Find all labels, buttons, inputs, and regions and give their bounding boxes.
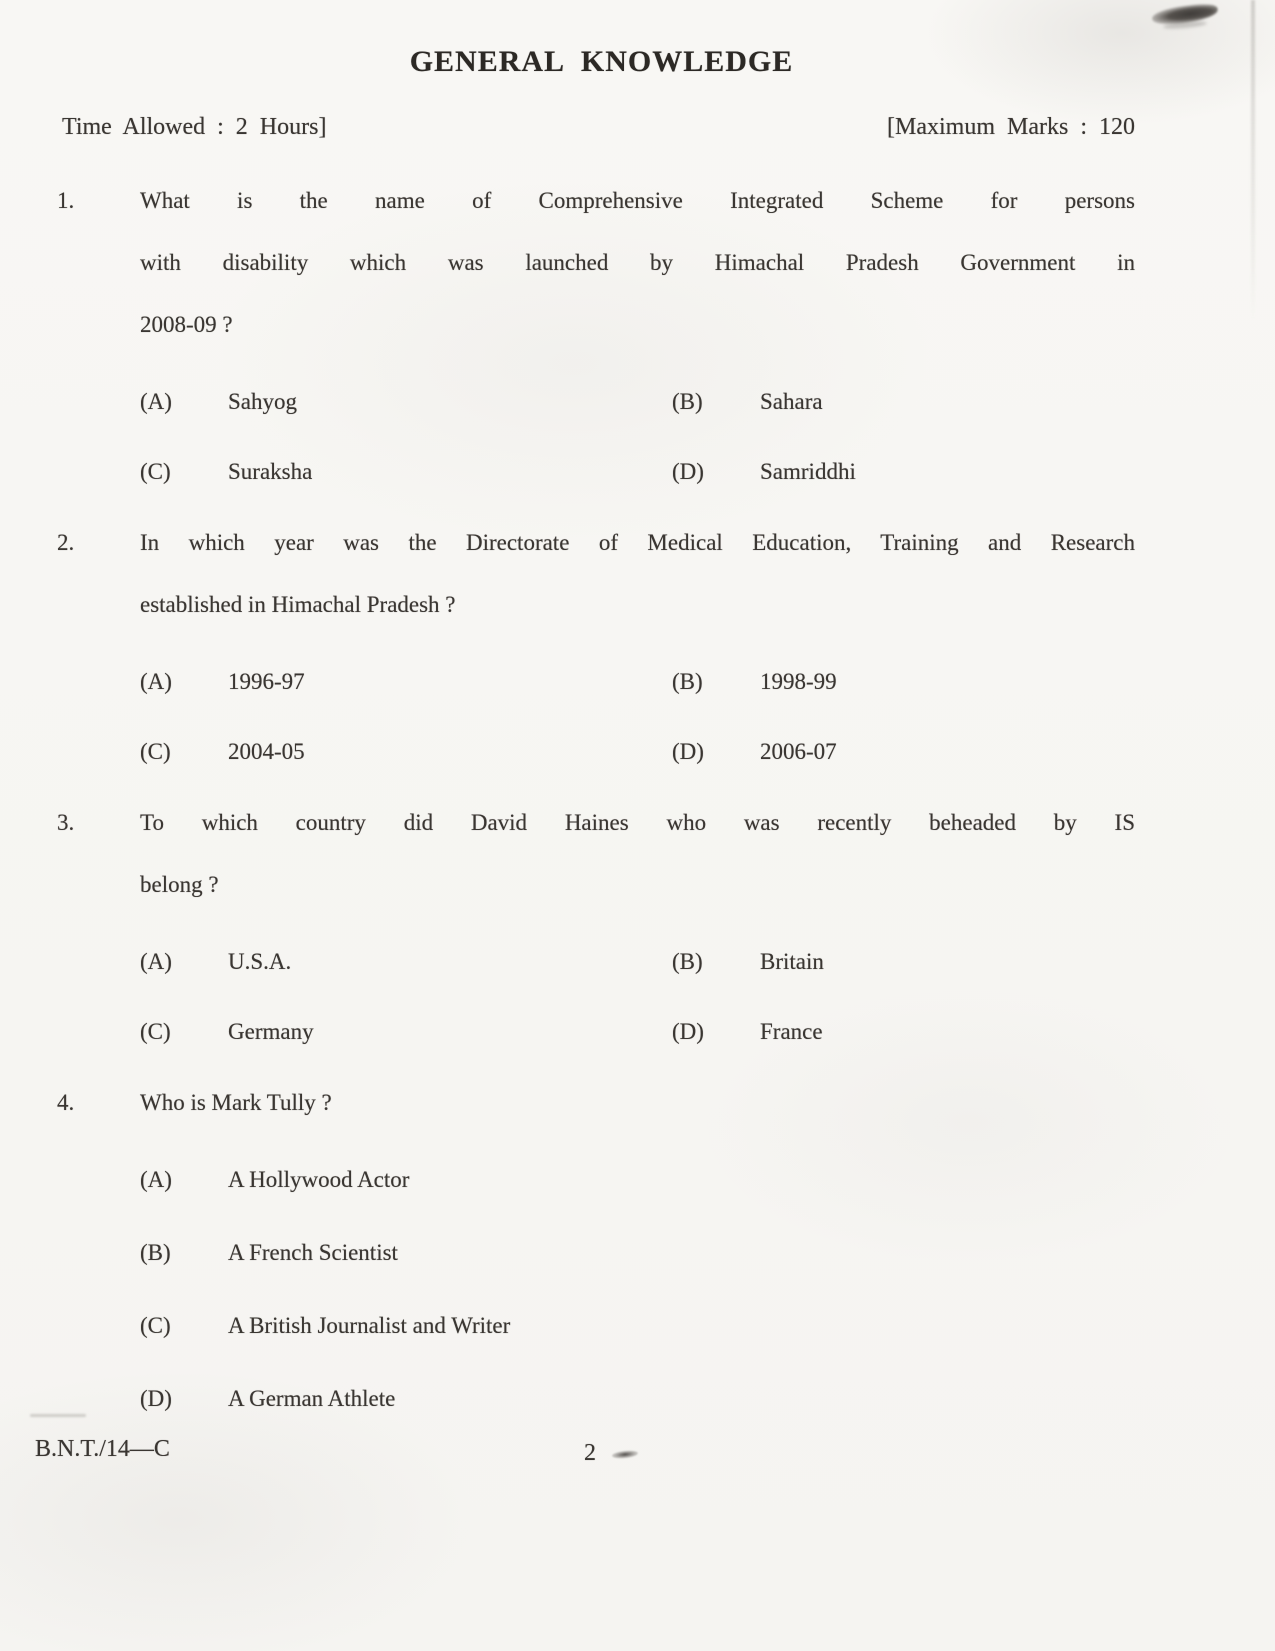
option-row — [140, 735, 1135, 768]
option-text: 1998-99 — [760, 669, 837, 694]
question-line: established in Himachal Pradesh ? — [140, 592, 456, 617]
option-label: (B) — [140, 1240, 171, 1265]
option-text: Samriddhi — [760, 459, 856, 484]
option-text: A British Journalist and Writer — [228, 1313, 511, 1338]
question-body — [140, 526, 1135, 768]
question-line: with disability which was launched by Himachal Pradesh Government in — [140, 250, 1135, 275]
question-body — [140, 184, 1135, 488]
question-line: 2008-09 ? — [140, 312, 233, 337]
question-3 — [0, 806, 1275, 1048]
option — [140, 385, 672, 418]
option-text: France — [760, 1019, 823, 1044]
question-number: 2. — [57, 530, 75, 555]
option — [140, 1015, 672, 1048]
options — [140, 1163, 1135, 1415]
question-body — [140, 1086, 1135, 1415]
option — [672, 455, 1135, 488]
footer-scan-dash — [30, 1414, 86, 1417]
option-label: (C) — [140, 1019, 171, 1044]
question-number: 3. — [57, 810, 75, 835]
options — [140, 665, 1135, 768]
option — [140, 945, 672, 978]
option-label: (B) — [672, 669, 703, 694]
option — [140, 1163, 1135, 1196]
option — [672, 385, 1135, 418]
question-text — [140, 806, 1135, 901]
option-text: Britain — [760, 949, 824, 974]
option-text: Germany — [228, 1019, 314, 1044]
option-text: A German Athlete — [228, 1386, 396, 1411]
maximum-marks-label: [Maximum Marks : 120 — [887, 114, 1135, 140]
option-label: (A) — [140, 669, 172, 694]
question-number: 1. — [57, 188, 75, 213]
option — [672, 1015, 1135, 1048]
option-row — [140, 945, 1135, 978]
option-label: (B) — [672, 949, 703, 974]
option-label: (C) — [140, 739, 171, 764]
page-edge-shade — [1251, 0, 1255, 320]
option — [140, 665, 672, 698]
option — [140, 455, 672, 488]
option-row — [140, 1163, 1135, 1196]
option-row — [140, 1309, 1135, 1342]
option-label: (D) — [140, 1386, 172, 1411]
question-number: 4. — [57, 1090, 75, 1115]
option-row — [140, 1015, 1135, 1048]
question-2 — [0, 526, 1275, 768]
exam-header-row — [0, 112, 1275, 142]
question-4 — [0, 1086, 1275, 1415]
question-line: Who is Mark Tully ? — [140, 1090, 332, 1115]
option-label: (B) — [672, 389, 703, 414]
option-row — [140, 385, 1135, 418]
option-text: 2006-07 — [760, 739, 837, 764]
option-row — [140, 665, 1135, 698]
option — [140, 1382, 1135, 1415]
option — [140, 1309, 1135, 1342]
question-text — [140, 184, 1135, 341]
option-row — [140, 1236, 1135, 1269]
option — [140, 1236, 1135, 1269]
option — [140, 735, 672, 768]
time-allowed-label: Time Allowed : 2 Hours] — [62, 114, 327, 140]
question-text — [140, 1086, 1135, 1119]
question-text — [140, 526, 1135, 621]
question-line: belong ? — [140, 872, 219, 897]
option-text: U.S.A. — [228, 949, 292, 974]
option-text: Sahyog — [228, 389, 297, 414]
question-line: What is the name of Comprehensive Integrated Scheme for persons — [140, 188, 1135, 213]
footer-ink-smudge — [612, 1450, 639, 1460]
questions-list — [0, 184, 1275, 1415]
option-label: (A) — [140, 1167, 172, 1192]
page-number: 2 — [584, 1440, 596, 1466]
option-row — [140, 455, 1135, 488]
option-text: A French Scientist — [228, 1240, 398, 1265]
options — [140, 385, 1135, 488]
option-label: (A) — [140, 389, 172, 414]
option-label: (C) — [140, 1313, 171, 1338]
option-text: 2004-05 — [228, 739, 305, 764]
option — [672, 945, 1135, 978]
option-label: (C) — [140, 459, 171, 484]
question-body — [140, 806, 1135, 1048]
options — [140, 945, 1135, 1048]
option-row — [140, 1382, 1135, 1415]
booklet-code: B.N.T./14—C — [35, 1436, 170, 1462]
question-1 — [0, 184, 1275, 488]
page-title: GENERAL KNOWLEDGE — [409, 45, 794, 78]
option-text: Sahara — [760, 389, 823, 414]
option — [672, 665, 1135, 698]
option-text: 1996-97 — [228, 669, 305, 694]
option-label: (D) — [672, 1019, 704, 1044]
option-label: (D) — [672, 739, 704, 764]
option — [672, 735, 1135, 768]
question-line: In which year was the Directorate of Medical Education, Training and Research — [140, 530, 1135, 555]
question-line: To which country did David Haines who was recently beheaded by IS — [140, 810, 1135, 835]
option-text: A Hollywood Actor — [228, 1167, 410, 1192]
option-label: (A) — [140, 949, 172, 974]
option-text: Suraksha — [228, 459, 313, 484]
option-label: (D) — [672, 459, 704, 484]
